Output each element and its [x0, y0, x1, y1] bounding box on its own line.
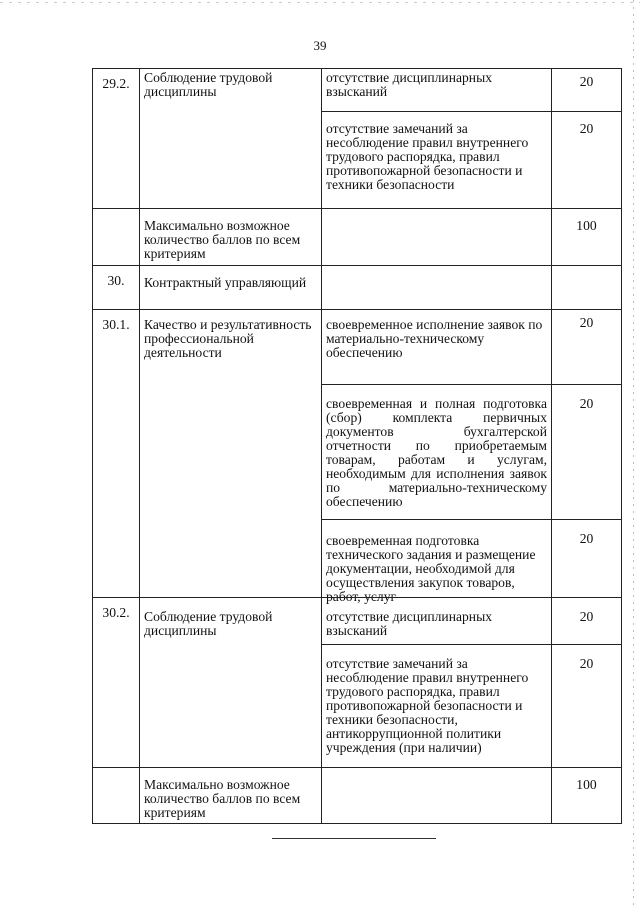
row-number [92, 767, 140, 824]
indicator-cell: отсутствие дисциплинарных взысканий [321, 68, 552, 112]
score-cell: 100 [551, 767, 622, 824]
score-cell: 20 [551, 384, 622, 520]
indicator-cell [321, 767, 552, 824]
indicator-cell: своевременная и полная подготовка (сбор) комплекта первичных документов бухгалтерской отчетности по приобретаемым товарам, работам и услугам, необходимым для исполнения заявок по материально-техническому обеспечению [321, 384, 552, 520]
end-rule [272, 838, 436, 839]
score-cell: 20 [551, 597, 622, 645]
score-cell [551, 265, 622, 310]
criterion-cell: Качество и результативность профессиональной деятельности [139, 309, 322, 598]
page-number: 39 [313, 38, 327, 53]
criterion-cell: Контрактный управляющий [139, 265, 322, 310]
row-number: 29.2. [92, 68, 140, 209]
indicator-cell: отсутствие дисциплинарных взысканий [321, 597, 552, 645]
criterion-cell: Соблюдение трудовой дисциплины [139, 68, 322, 209]
scan-edge-top [0, 2, 640, 3]
row-number: 30.2. [92, 597, 140, 768]
criterion-cell: Максимально возможное количество баллов по всем критериям [139, 767, 322, 824]
row-number [92, 208, 140, 266]
row-number: 30.1. [92, 309, 140, 598]
indicator-cell [321, 208, 552, 266]
criterion-cell: Соблюдение трудовой дисциплины [139, 597, 322, 768]
row-number: 30. [92, 265, 140, 310]
score-cell: 100 [551, 208, 622, 266]
indicator-cell: отсутствие замечаний за несоблюдение правил внутреннего трудового распорядка, правил противопожарной безопасности и техники безопасности [321, 111, 552, 209]
score-cell: 20 [551, 111, 622, 209]
score-cell: 20 [551, 68, 622, 112]
indicator-cell: отсутствие замечаний за несоблюдение правил внутреннего трудового распорядка, правил противопожарной безопасности и техники безопасности, антикоррупционной политики учреждения (при наличии) [321, 644, 552, 768]
indicator-cell: своевременная подготовка технического задания и размещение документации, необходимой для осуществления закупок товаров, работ, услуг [321, 519, 552, 598]
criterion-cell: Максимально возможное количество баллов по всем критериям [139, 208, 322, 266]
score-cell: 20 [551, 644, 622, 768]
scan-edge-right [633, 0, 634, 905]
score-cell: 20 [551, 519, 622, 598]
indicator-cell: своевременное исполнение заявок по материально-техническому обеспечению [321, 309, 552, 385]
score-cell: 20 [551, 309, 622, 385]
indicator-cell [321, 265, 552, 310]
